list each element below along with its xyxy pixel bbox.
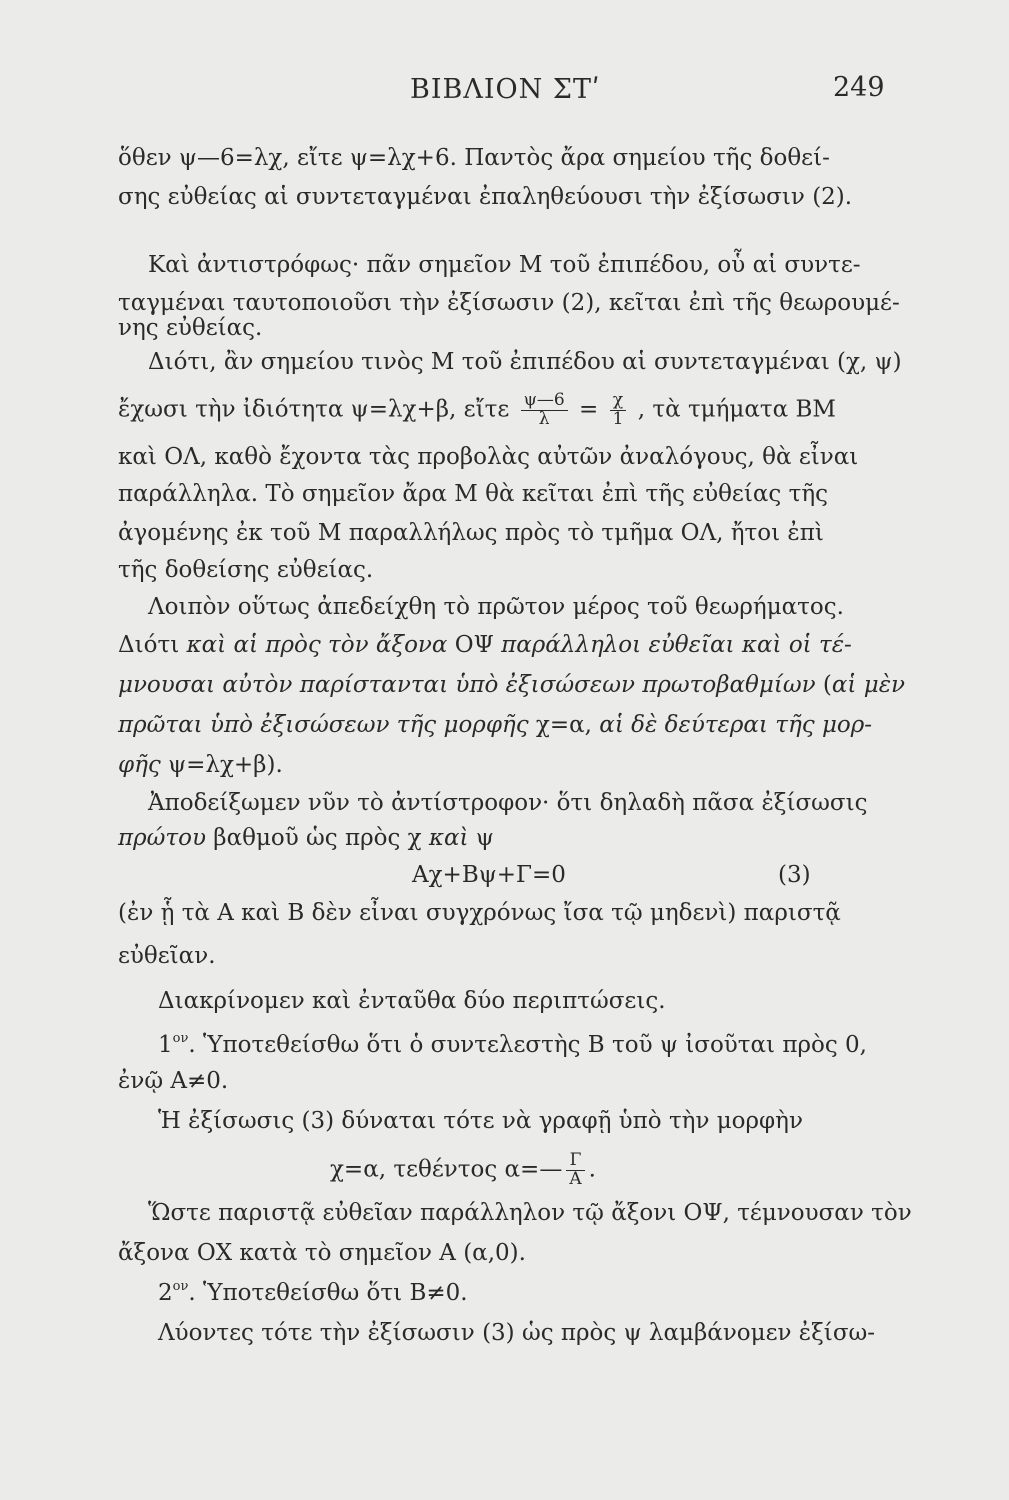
fraction-numerator: χ [610,392,627,411]
text-line: ἀγομένης ἐκ τοῦ Μ παραλλήλως πρὸς τὸ τμῆμα ΟΛ, ἤτοι ἐπὶ [118,520,824,546]
text-line: καὶ ΟΛ, καθὸ ἔχοντα τὰς προβολὰς αὐτῶν ἀναλόγους, θὰ εἶναι [118,444,859,470]
italic-span: πρῶται ὑπὸ ἐξισώσεων τῆς μορφῆς [118,712,529,738]
page-number: 249 [833,72,885,103]
text-span: χ=α, τεθέντος α=— [330,1156,563,1183]
text-span: . Ὑποτεθείσθω ὅτι ὁ συντελεστὴς Β τοῦ ψ ἰσοῦται πρὸς 0, [188,1032,867,1058]
italic-span: φῆς [118,752,161,778]
text-span: 1 [158,1032,173,1058]
superscript: ον [172,1031,189,1046]
italic-span: καὶ [428,825,469,851]
text-line [118,825,494,851]
text-line [158,1280,468,1306]
text-line: Ὥστε παριστᾷ εὐθεῖαν παράλληλον τῷ ἄξονι ΟΨ, τέμνουσαν τὸν [148,1200,912,1226]
text-span: ὡς πρὸς χ [306,825,422,851]
text-line-with-fractions [118,392,836,429]
text-span: . [588,1156,596,1183]
superscript: ον [172,1279,189,1294]
fraction [521,392,568,429]
text-line [118,632,852,658]
text-line: ὅθεν ψ—6=λχ, εἴτε ψ=λχ+6. Παντὸς ἄρα σημείου τῆς δοθεί- [118,145,830,171]
text-line: Διακρίνομεν καὶ ἐνταῦθα δύο περιπτώσεις. [158,988,666,1014]
italic-span: πρώτου [118,825,206,851]
equals-sign: = [579,396,599,423]
text-line: Λύοντες τότε τὴν ἐξίσωσιν (3) ὡς πρὸς ψ λαμβάνομεν ἐξίσω- [158,1320,876,1346]
text-line: Ἡ ἐξίσωσις (3) δύναται τότε νὰ γραφῇ ὑπὸ τὴν μορφὴν [158,1108,803,1134]
text-span: Διότι [118,632,180,658]
text-line: ἄξονα ΟΧ κατὰ τὸ σημεῖον Α (α,0). [118,1240,526,1266]
fraction-numerator: Γ [566,1152,584,1171]
equation-4 [330,1152,596,1189]
text-line: (ἐν ᾗ τὰ Α καὶ Β δὲν εἶναι συγχρόνως ἴσα τῷ μηδενὶ) παριστᾷ [118,900,841,926]
text-line [118,672,905,698]
text-span: 2 [158,1280,173,1306]
text-line: Καὶ ἀντιστρόφως· πᾶν σημεῖον Μ τοῦ ἐπιπέδου, οὗ αἱ συντε- [148,252,861,278]
text-line: εὐθεῖαν. [118,943,216,969]
text-span: ΟΨ [454,632,494,658]
text-line: Διότι, ἂν σημείου τινὸς Μ τοῦ ἐπιπέδου αἱ συντεταγμέναι (χ, ψ) [148,349,902,375]
text-line [118,712,872,738]
fraction-denominator: 1 [612,408,624,429]
fraction-denominator: Α [569,1168,582,1189]
text-line [158,1032,867,1058]
text-line: Λοιπὸν οὕτως ἀπεδείχθη τὸ πρῶτον μέρος τοῦ θεωρήματος. [148,594,844,620]
text-line: νης εὐθείας. [118,315,263,341]
running-header-title: ΒΙΒΛΙΟΝ ΣΤʹ [410,74,601,105]
text-line: Ἀποδείξωμεν νῦν τὸ ἀντίστροφον· ὅτι δηλαδὴ πᾶσα ἐξίσωσις [148,790,868,816]
equation-label: (3) [778,862,811,888]
fraction-denominator: λ [538,408,550,429]
fraction [566,1152,584,1189]
fraction [610,392,627,429]
text-span: , τὰ τμήματα ΒΜ [637,396,836,423]
italic-span: καὶ αἱ πρὸς τὸν ἄξονα [186,632,448,658]
text-span: . Ὑποτεθείσθω ὅτι Β≠0. [188,1280,468,1306]
italic-span: μνουσαι αὐτὸν παρίστανται ὑπὸ ἐξισώσεων πρωτοβαθμίων [118,672,816,698]
text-line: ταγμέναι ταυτοποιοῦσι τὴν ἐξίσωσιν (2), κεῖται ἐπὶ τῆς θεωρουμέ- [118,290,900,316]
fraction-numerator: ψ—6 [521,392,568,411]
text-line: παράλληλα. Τὸ σημεῖον ἄρα Μ θὰ κεῖται ἐπὶ τῆς εὐθείας τῆς [118,481,828,507]
text-span: ψ [475,825,494,851]
text-line: τῆς δοθείσης εὐθείας. [118,557,374,583]
italic-span: αἱ δὲ δεύτεραι τῆς μορ- [599,712,873,738]
text-span: ( [822,672,832,698]
text-span: ἔχωσι τὴν ἰδιότητα ψ=λχ+β, εἴτε [118,396,510,423]
text-line: ἐνῷ Α≠0. [118,1068,229,1094]
text-span: ψ=λχ+β). [168,752,283,778]
italic-span: παράλληλοι εὐθεῖαι καὶ οἱ τέ- [501,632,852,658]
text-line: σης εὐθείας αἱ συντεταγμέναι ἐπαληθεύουσι τὴν ἐξίσωσιν (2). [118,184,853,210]
italic-span: αἱ μὲν [831,672,906,698]
equation-3: Αχ+Βψ+Γ=0 [412,862,566,888]
text-line [118,752,283,778]
text-span: βαθμοῦ [213,825,299,851]
text-span: χ=α, [535,712,592,738]
